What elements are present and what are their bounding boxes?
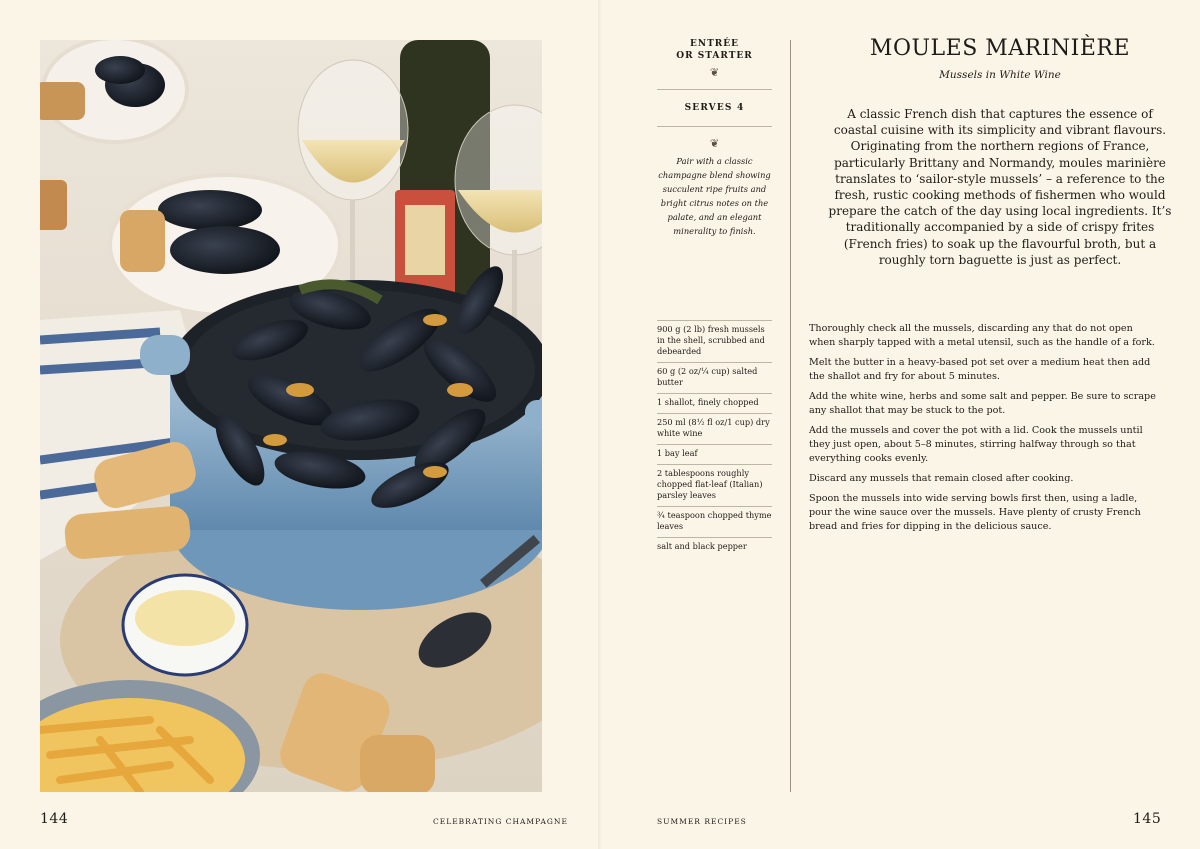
divider: [657, 126, 772, 127]
page-number-right: 145: [1133, 811, 1162, 827]
ingredients-list: [657, 320, 772, 557]
method-step: Add the white wine, herbs and some salt and pepper. Be sure to scrape any shallot that may be stuck to the pot.: [809, 391, 1156, 416]
ingredient-item: 1 shallot, finely chopped: [657, 393, 772, 413]
ingredient-item: salt and black pepper: [657, 537, 772, 557]
photo-illustration: [40, 40, 542, 792]
method-step: Melt the butter in a heavy-based pot set over a medium heat then add the shallot and fry for about 5 minutes.: [809, 357, 1151, 382]
recipe-subtitle: Mussels in White Wine: [939, 69, 1061, 81]
course-line-2: OR STARTER: [676, 51, 753, 61]
page-number-left: 144: [40, 811, 69, 827]
method-steps: [809, 322, 1159, 540]
fleuron-icon: ❦: [709, 66, 720, 79]
method-step: Add the mussels and cover the pot with a lid. Cook the mussels until they just open, about 5–8 minutes, stirring halfway through so that everything cooks evenly.: [809, 425, 1143, 464]
method-step: Spoon the mussels into wide serving bowls first then, using a ladle, pour the wine sauce over the mussels. Have plenty of crusty French bread and fries for dipping in the delicious sauce.: [809, 493, 1141, 532]
ingredient-item: 250 ml (8½ fl oz/1 cup) dry white wine: [657, 413, 772, 444]
running-head-left: CELEBRATING CHAMPAGNE: [433, 817, 568, 826]
mussels-photo: [40, 40, 542, 792]
recipe-title: MOULES MARINIÈRE: [869, 36, 1131, 61]
method-step: Discard any mussels that remain closed after cooking.: [809, 473, 1074, 484]
ingredient-item: 2 tablespoons roughly chopped flat-leaf (Italian) parsley leaves: [657, 464, 772, 506]
recipe-intro: A classic French dish that captures the essence of coastal cuisine with its simplicity and vibrant flavours. Originating from the northern regions of France, particularly Brittany and Normandy, moules marinière translates to ‘sailor-style mussels’ – a reference to the fresh, rustic cooking methods of fishermen who would prepare the catch of the day using local ingredients. It’s traditionally accompanied by a side of crispy frites (French fries) to soak up the flavourful broth, but a roughly torn baguette is just as perfect.: [828, 107, 1172, 267]
ingredient-item: ¾ teaspoon chopped thyme leaves: [657, 506, 772, 537]
course-label: [657, 38, 772, 62]
method-step: Thoroughly check all the mussels, discarding any that do not open when sharply tapped with a metal utensil, such as the handle of a fork.: [809, 323, 1155, 348]
serves-label: SERVES 4: [684, 103, 745, 113]
course-line-1: ENTRÉE: [690, 39, 739, 49]
wine-pairing-note: Pair with a classic champagne blend showing succulent ripe fruits and bright citrus notes on the palate, and an elegant minerality to finish.: [658, 156, 771, 236]
fleuron-icon: ❦: [709, 137, 720, 150]
running-head-right: SUMMER RECIPES: [657, 817, 747, 826]
ingredient-item: 900 g (2 lb) fresh mussels in the shell, scrubbed and debearded: [657, 320, 772, 362]
recipe-sidebar: [657, 38, 772, 238]
column-divider: [790, 40, 791, 792]
ingredient-item: 1 bay leaf: [657, 444, 772, 464]
ingredient-item: 60 g (2 oz/¼ cup) salted butter: [657, 362, 772, 393]
right-page: [600, 0, 1200, 849]
